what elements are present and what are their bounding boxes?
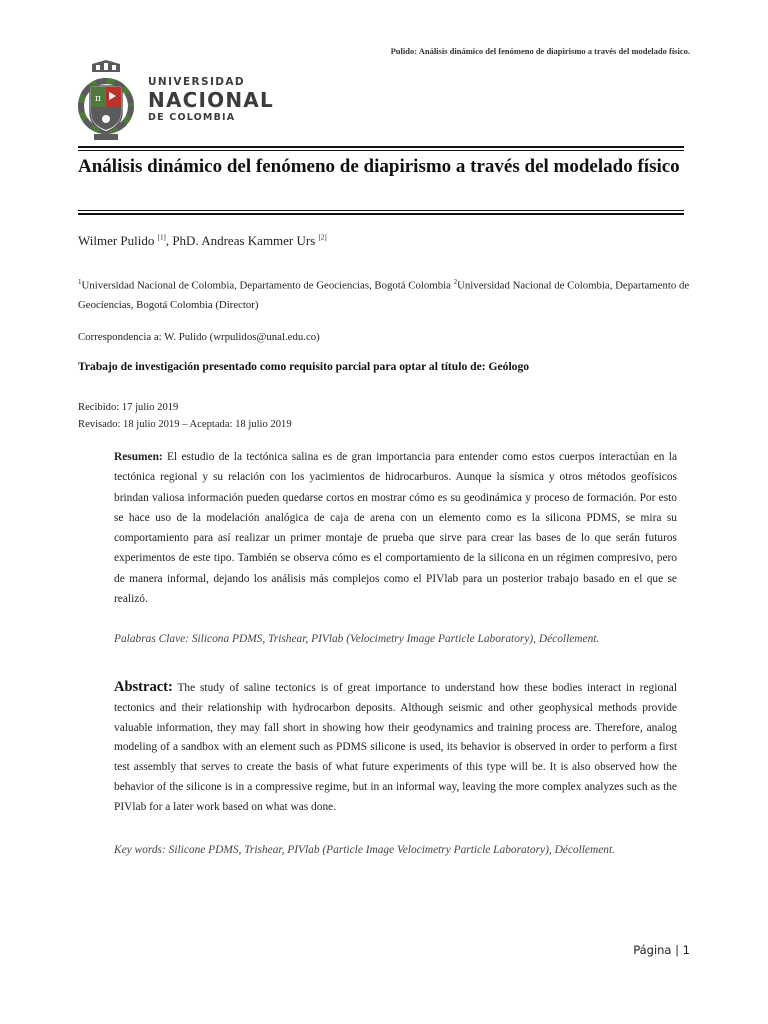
abstract-label: Abstract:: [114, 679, 173, 695]
affiliation-text: Universidad Nacional de Colombia, Departamento de Geociencias, Bogotá Colombia: [81, 279, 451, 292]
abstract-text: The study of saline tectonics is of great importance to understand how these bodies interact in regional tectonics and their relationship with hydrocarbon deposits. Although seismic and other geophysical methods provide valuable information, they may fall short in showing how their geodynamics and training process are. Therefore, analog modeling of a sandbox with an element such as PDMS silicone is used, its behavior is observed in order to perform a first test assembly that serves to create the basis of what future experiments of this type will be. It is also observed how the behavior of the silicone is in a compressive regime, but in an informal way, leaving the more complex analyzes such as the PIVlab for a later work based on what was done.: [114, 682, 677, 813]
affiliation-marker: 1: [78, 278, 82, 286]
title-rule-top-thin: [78, 150, 684, 151]
received-date: Recibido: 17 julio 2019: [78, 402, 179, 413]
logo-text-de-colombia: DE COLOMBIA: [148, 112, 236, 123]
resumen-text: El estudio de la tectónica salina es de gran importancia para entender como estos cuerpos interactúan en la tectónica regional y su relación con los yacimientos de hidrocarburos. Aunque la sísmica y otros métodos geofísicos brindan valiosa información pueden quedarse cortos en mostrar cómo es su geodinámica y proceso de formación. Por esto se hace uso de la modelación analógica de caja de arena con un elemento como es la silicona PDMS, se mira su comportamiento para así realizar un primer montaje de prueba que sirve para crear las bases de lo que serán futuros experimentos de este tipo. También se observa cómo es el comportamiento de la silicona en un régimen compresivo, pero de manera informal, dejando los análisis más complejos como el PIVlab para un posterior trabajo basado en el que se realizó.: [114, 451, 677, 606]
thesis-requirement-note: Trabajo de investigación presentado como requisito parcial para optar al título de: Geólogo: [78, 360, 530, 373]
keywords-spanish: Palabras Clave: Silicona PDMS, Trishear, PIVlab (Velocimetry Image Particle Laboratory), Décollement.: [114, 633, 600, 645]
svg-text:π: π: [95, 94, 101, 104]
resumen-paragraph: [114, 447, 677, 609]
author-name: Wilmer Pulido: [78, 233, 155, 248]
logo-wordmark: [148, 76, 274, 124]
affiliation-text: Universidad Nacional de Colombia, Departamento de Geociencias, Bogotá Colombia (Director): [78, 279, 690, 311]
title-rule-top-thick: [78, 146, 684, 148]
revised-accepted-date: Revisado: 18 julio 2019 – Aceptada: 18 julio 2019: [78, 419, 292, 430]
page-number: Página | 1: [633, 943, 690, 957]
author-reference: [2]: [318, 233, 327, 242]
author-list: [78, 233, 327, 249]
affiliation-marker: 2: [453, 278, 458, 286]
university-seal-icon: [78, 60, 134, 142]
author-name: PhD. Andreas Kammer Urs: [172, 233, 316, 248]
author-reference: [1]: [157, 233, 166, 242]
title-rule-bottom-thick: [78, 213, 684, 215]
paper-title: Análisis dinámico del fenómeno de diapirismo a través del modelado físico: [78, 156, 680, 177]
title-rule-bottom-thin: [78, 210, 684, 211]
logo-text-nacional: NACIONAL: [148, 88, 274, 112]
logo-text-universidad: UNIVERSIDAD: [148, 76, 246, 88]
correspondence-line: Correspondencia a: W. Pulido (wrpulidos@unal.edu.co): [78, 331, 320, 343]
author-separator: ,: [165, 233, 173, 248]
running-header: Pulido: Análisis dinámico del fenómeno de diapirismo a través del modelado físico.: [390, 46, 690, 56]
abstract-paragraph: [114, 678, 677, 818]
resumen-label: Resumen:: [114, 451, 163, 463]
university-logo: [78, 60, 274, 142]
publication-dates: [78, 399, 292, 433]
keywords-english: Key words: Silicone PDMS, Trishear, PIVlab (Particle Image Velocimetry Particle Laboratory), Décollement.: [114, 844, 615, 856]
affiliations: [78, 273, 690, 315]
